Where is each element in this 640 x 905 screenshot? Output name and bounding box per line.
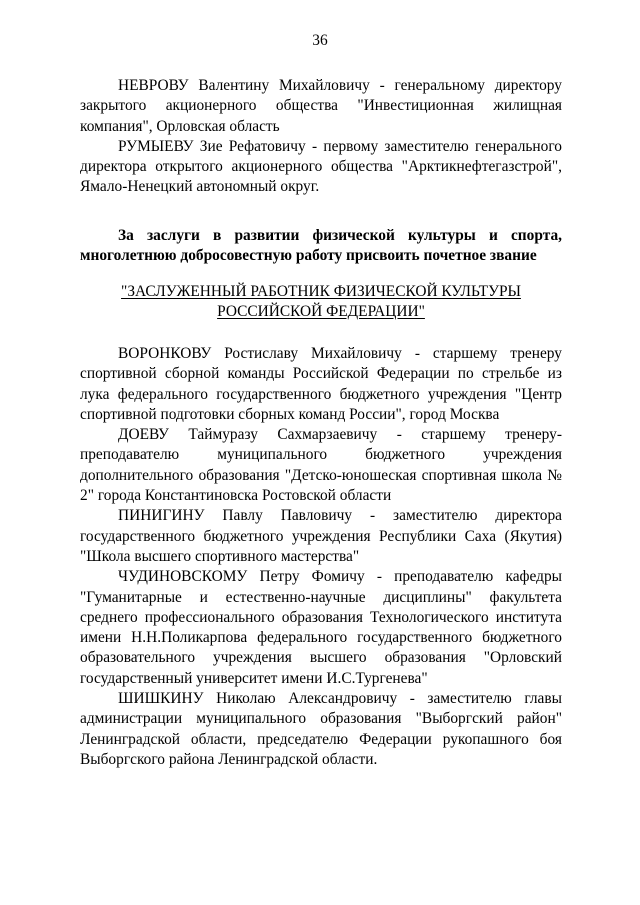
awards-list-1 bbox=[80, 76, 562, 198]
award-entry-chudinovsky: ЧУДИНОВСКОМУ Петру Фомичу - преподавателю кафедры "Гуманитарные и естественно-научные дисциплины" факультета среднего профессионального образования Технологического института имени Н.Н.Поликарпова федерального государственного бюджетного образовательного учреждения высшего образования "Орловский государственный университет имени И.С.Тургенева" bbox=[80, 568, 562, 687]
page-number: 36 bbox=[312, 32, 328, 49]
award-entry-voronkov: ВОРОНКОВУ Ростиславу Михайловичу - старшему тренеру спортивной сборной команды Российской Федерации по стрельбе из лука федерального государственного бюджетного учреждения "Центр спортивной подготовки сборных команд России", город Москва bbox=[80, 345, 562, 423]
honorary-title-line-1: "ЗАСЛУЖЕННЫЙ РАБОТНИК ФИЗИЧЕСКОЙ КУЛЬТУРЫ bbox=[121, 283, 521, 300]
award-entry-pinigin: ПИНИГИНУ Павлу Павловичу - заместителю директора государственного бюджетного учреждения Республики Саха (Якутия) "Школа высшего спортивного мастерства" bbox=[80, 507, 562, 565]
award-entry-doev: ДОЕВУ Таймуразу Сахмарзаевичу - старшему тренеру-преподавателю муниципального бюджетного учреждения дополнительного образования "Детско-юношеская спортивная школа № 2" города Константиновска Ростовской области bbox=[80, 426, 562, 505]
awards-list-2 bbox=[80, 344, 562, 770]
honorary-title-line-2: РОССИЙСКОЙ ФЕДЕРАЦИИ" bbox=[217, 303, 425, 320]
decree-text: За заслуги в развитии физической культуры и спорта, многолетнюю добросовестную работу присвоить почетное звание bbox=[80, 227, 562, 265]
honorary-title bbox=[80, 282, 562, 322]
award-entry-nevrov: НЕВРОВУ Валентину Михайловичу - генеральному директору закрытого акционерного общества "Инвестиционная жилищная компания", Орловская область bbox=[80, 77, 562, 135]
decree-paragraph bbox=[80, 226, 562, 267]
award-entry-shishkin: ШИШКИНУ Николаю Александровичу - заместителю главы администрации муниципального образования "Выборгский район" Ленинградской области, председателю Федерации рукопашного боя Выборгского района Ленинградской области. bbox=[80, 690, 562, 768]
award-entry-rumyev: РУМЫЕВУ Зие Рефатовичу - первому заместителю генерального директора открытого акционерного общества "Арктикнефтегазстрой", Ямало-Ненецкий автономный округ. bbox=[80, 137, 562, 196]
